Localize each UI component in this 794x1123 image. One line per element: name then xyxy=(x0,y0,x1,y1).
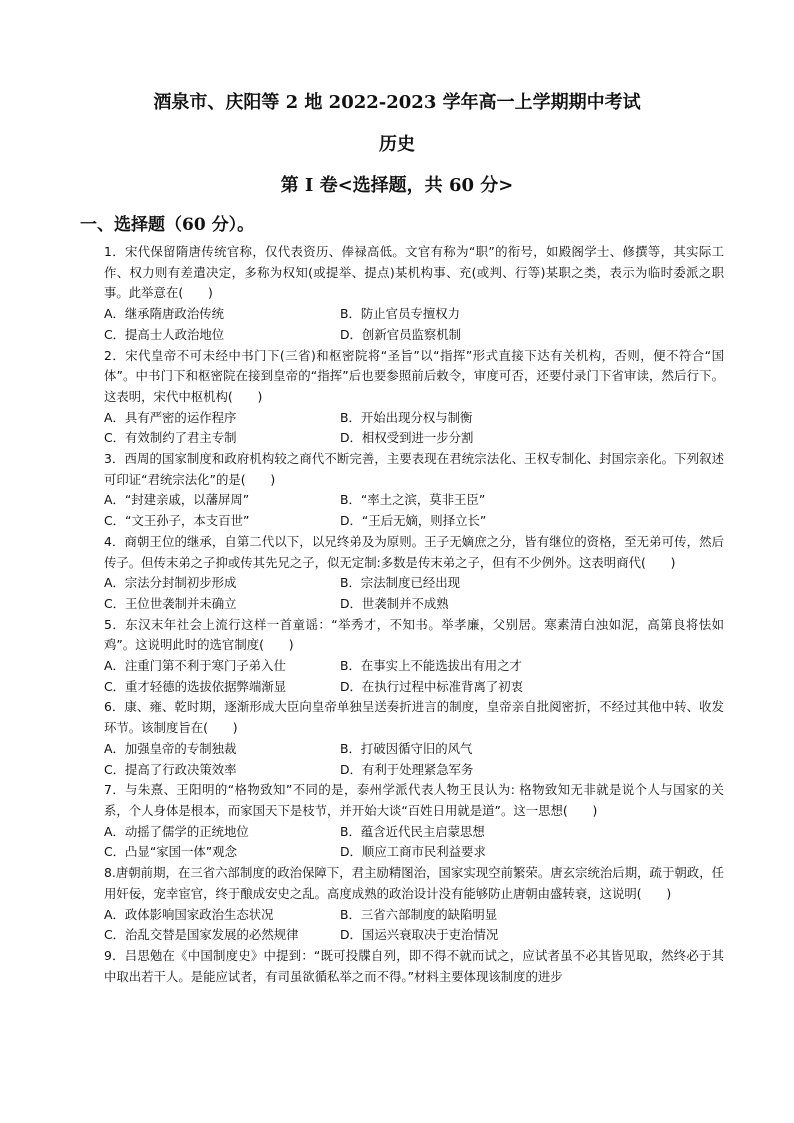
answer-option: A．继承隋唐政治传统 xyxy=(104,306,224,322)
answer-option: B．宗法制度已经出现 xyxy=(340,575,461,591)
section-heading: 一、选择题（60 分）。 xyxy=(80,215,255,235)
answer-option: D．“王后无嫡，则择立长” xyxy=(340,513,487,529)
question-8 xyxy=(104,863,724,946)
option-row xyxy=(104,739,724,760)
answer-option: B．三省六部制度的缺陷明显 xyxy=(340,906,498,922)
exam-title: 酒泉市、庆阳等 2 地 2022-2023 学年高一上学期期中考试 xyxy=(153,92,641,113)
answer-option: D．顺应工商市民利益要求 xyxy=(340,844,486,860)
option-row xyxy=(104,677,724,698)
question-stem: 4．商朝王位的继承，自第二代以下，以兄终弟及为原则。王子无嫡庶之分，皆有继位的资格，至无弟可传，然后传子。但传末弟之子抑或传其先兄之子，似无定制:多数是传末弟之子，但有不少例外。这表明商代( ) xyxy=(104,533,724,570)
answer-option: D．国运兴衰取决于吏治情况 xyxy=(340,927,499,943)
answer-option: A．动摇了儒学的正统地位 xyxy=(104,823,249,839)
answer-option: C．“文王孙子，本支百世” xyxy=(104,513,250,529)
answer-option: A．具有严密的运作程序 xyxy=(104,409,237,425)
answer-option: B．开始出现分权与制衡 xyxy=(340,409,473,425)
question-stem: 2．宋代皇帝不可未经中书门下(三省)和枢密院将“圣旨”以“指挥”形式直接下达有关机构，否则，便不符合“国体”。中书门下和枢密院在接到皇帝的“指挥”后也要参照前后敕令，审度可否，还要付录门下省审读，然后行下。这表明，宋代中枢机构( ) xyxy=(104,347,724,404)
answer-option: A．注重门第不利于寒门子弟入仕 xyxy=(104,658,286,674)
answer-option: B．在事实上不能选拔出有用之才 xyxy=(340,658,522,674)
question-stem: 1．宋代保留隋唐传统官称，仅代表资历、俸禄高低。文官有称为“职”的衔号，如殿阁学士、修撰等，其实际工作、权力则有差遣决定，多称为权知(或提举、提点)某机构事、充(或判、行等)某职之类，表示为临时委派之职事。此举意在( ) xyxy=(104,244,724,301)
answer-option: C．凸显“家国一体”观念 xyxy=(104,844,238,860)
answer-option: D．有利于处理紧急军务 xyxy=(340,761,474,777)
question-9 xyxy=(104,946,724,987)
question-3 xyxy=(104,449,724,532)
answer-option: A．政体影响国家政治生态状况 xyxy=(104,906,274,922)
answer-option: D．在执行过程中标准背离了初衷 xyxy=(340,678,524,694)
question-stem: 5．东汉末年社会上流行这样一首童谣：“举秀才，不知书。举孝廉，父别居。寒素清白浊如泥，高第良将怯如鸡”。这说明此时的选官制度( ) xyxy=(104,616,724,653)
question-4 xyxy=(104,532,724,615)
option-row xyxy=(104,490,724,511)
option-row xyxy=(104,905,724,926)
question-list xyxy=(104,242,724,987)
answer-option: A．宗法分封制初步形成 xyxy=(104,575,237,591)
volume-title: 第 I 卷<选择题，共 60 分> xyxy=(280,175,514,196)
question-1 xyxy=(104,242,724,346)
option-row xyxy=(104,304,724,325)
question-5 xyxy=(104,615,724,698)
question-2 xyxy=(104,346,724,450)
answer-option: B．打破因循守旧的风气 xyxy=(340,740,473,756)
answer-option: C．有效制约了君主专制 xyxy=(104,430,237,446)
answer-option: D．世袭制并不成熟 xyxy=(340,595,449,611)
option-row xyxy=(104,408,724,429)
question-stem: 7．与朱熹、王阳明的“格物致知”不同的是，泰州学派代表人物王艮认为: 格物致知无非就是说个人与国家的关系，个人身体是根本，而家国天下是枝节，并开始大谈“百姓日用就是道”。这一思想( ) xyxy=(104,782,724,818)
option-row xyxy=(104,760,724,781)
question-stem: 3．西周的国家制度和政府机构较之商代不断完善，主要表现在君统宗法化、王权专制化、封国宗亲化。下列叙述可印证“君统宗法化”的是( ) xyxy=(104,451,724,487)
answer-option: C．提高了行政决策效率 xyxy=(104,761,237,777)
answer-option: C．重才轻德的选拔依据弊端渐显 xyxy=(104,678,287,694)
answer-option: D．相权受到进一步分割 xyxy=(340,430,474,446)
question-6 xyxy=(104,697,724,780)
option-row xyxy=(104,925,724,946)
option-row xyxy=(104,511,724,532)
answer-option: C．王位世袭制并未确立 xyxy=(104,595,237,611)
option-row xyxy=(104,594,724,615)
answer-option: B．蕴含近代民主启蒙思想 xyxy=(340,823,485,839)
option-row xyxy=(104,822,724,843)
question-stem: 8.唐朝前期，在三省六部制度的政治保障下，君主励精图治，国家实现空前繁荣。唐玄宗统治后期，疏于朝政，任用奸佞，宠幸宦官，终于酿成安史之乱。高度成熟的政治设计没有能够防止唐朝由盛转衰，这说明( ) xyxy=(104,865,724,901)
option-row xyxy=(104,573,724,594)
question-stem: 9．吕思勉在《中国制度史》中提到：“既可投牒自列，即不得不就而试之，应试者虽不必其皆见取，然终必于其中取出若干人。是能应试者，有司虽欲循私举之而不得。”材料主要体现该制度的进步 xyxy=(104,947,724,984)
question-stem: 6．康、雍、乾时期，逐渐形成大臣向皇帝单独呈送奏折进言的制度，皇帝亲自批阅密折，不经过其他中转、收发环节。该制度旨在( ) xyxy=(104,699,724,736)
answer-option: B．“率土之滨，莫非王臣” xyxy=(340,492,486,508)
option-row xyxy=(104,842,724,863)
subject-title: 历史 xyxy=(379,134,415,155)
option-row xyxy=(104,428,724,449)
option-row xyxy=(104,325,724,346)
answer-option: A．加强皇帝的专制独裁 xyxy=(104,740,237,756)
answer-option: C．治乱交替是国家发展的必然规律 xyxy=(104,927,299,943)
option-row xyxy=(104,656,724,677)
question-7 xyxy=(104,780,724,863)
answer-option: D．创新官员监察机制 xyxy=(340,326,462,342)
answer-option: B．防止官员专擅权力 xyxy=(340,306,461,322)
answer-option: C．提高士人政治地位 xyxy=(104,326,225,342)
answer-option: A．“封建亲戚，以藩屏周” xyxy=(104,492,250,508)
